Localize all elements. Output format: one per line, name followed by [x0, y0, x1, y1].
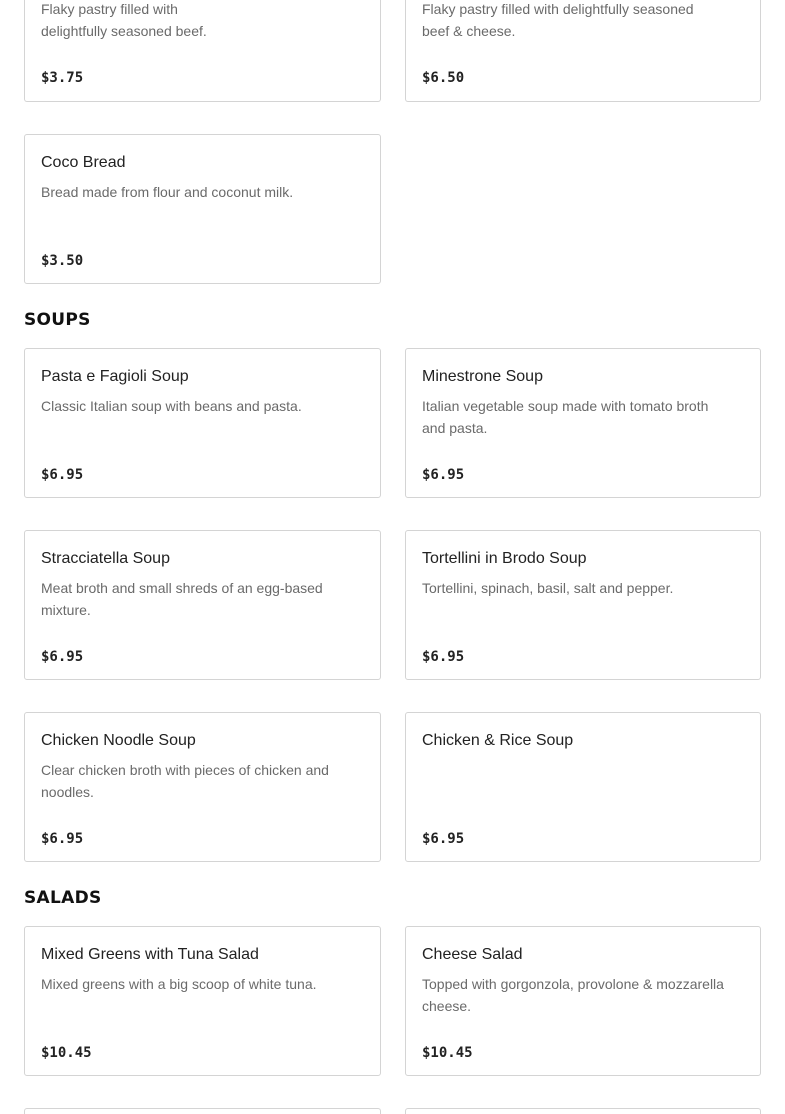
item-description: Bread made from flour and coconut milk.: [41, 184, 294, 200]
item-description: Italian vegetable soup made with tomato broth and pasta.: [422, 398, 709, 436]
item-price: $6.95: [41, 649, 84, 665]
menu-item-card[interactable]: [405, 530, 761, 680]
item-price: $6.95: [422, 649, 465, 665]
item-name: Coco Bread: [41, 154, 126, 171]
item-name: Mixed Greens with Tuna Salad: [41, 946, 259, 963]
item-name: Tortellini in Brodo Soup: [422, 550, 587, 567]
item-name: Stracciatella Soup: [41, 550, 170, 567]
section-heading-salads: SALADS: [24, 888, 102, 908]
menu-item-card[interactable]: [24, 134, 381, 284]
item-description: Clear chicken broth with pieces of chicken and noodles.: [41, 762, 329, 800]
item-name: Cheese Salad: [422, 946, 523, 963]
item-price: $6.50: [422, 70, 465, 86]
menu-item-card[interactable]: [24, 712, 381, 862]
menu-item-card[interactable]: [405, 348, 761, 498]
item-price: $3.50: [41, 253, 84, 269]
menu-item-card[interactable]: [24, 1108, 381, 1114]
menu-item-card[interactable]: [24, 348, 381, 498]
item-price: $10.45: [41, 1045, 92, 1061]
item-price: $3.75: [41, 70, 84, 86]
item-description: Tortellini, spinach, basil, salt and pepper.: [422, 580, 674, 596]
item-description: Topped with gorgonzola, provolone & mozzarella cheese.: [422, 976, 724, 1014]
menu-item-card[interactable]: [405, 712, 761, 862]
section-heading-soups: SOUPS: [24, 310, 91, 330]
item-description: Flaky pastry filled with delightfully seasoned beef & cheese.: [422, 1, 694, 39]
item-name: Minestrone Soup: [422, 368, 543, 385]
item-description: Flaky pastry filled with delightfully seasoned beef.: [41, 1, 207, 39]
item-description: Classic Italian soup with beans and pasta.: [41, 398, 302, 414]
menu-item-card[interactable]: [405, 0, 761, 102]
menu-item-card[interactable]: [24, 926, 381, 1076]
menu-item-card[interactable]: [405, 1108, 761, 1114]
item-price: $6.95: [422, 831, 465, 847]
menu-item-card[interactable]: [405, 926, 761, 1076]
item-description: Mixed greens with a big scoop of white tuna.: [41, 976, 317, 992]
item-name: Chicken Noodle Soup: [41, 732, 196, 749]
item-price: $6.95: [41, 831, 84, 847]
item-price: $6.95: [41, 467, 84, 483]
menu-item-card[interactable]: [24, 0, 381, 102]
item-price: $6.95: [422, 467, 465, 483]
menu-item-card[interactable]: [24, 530, 381, 680]
item-description: Meat broth and small shreds of an egg-based mixture.: [41, 580, 323, 618]
item-price: $10.45: [422, 1045, 473, 1061]
item-name: Pasta e Fagioli Soup: [41, 368, 189, 385]
item-name: Chicken & Rice Soup: [422, 732, 574, 749]
